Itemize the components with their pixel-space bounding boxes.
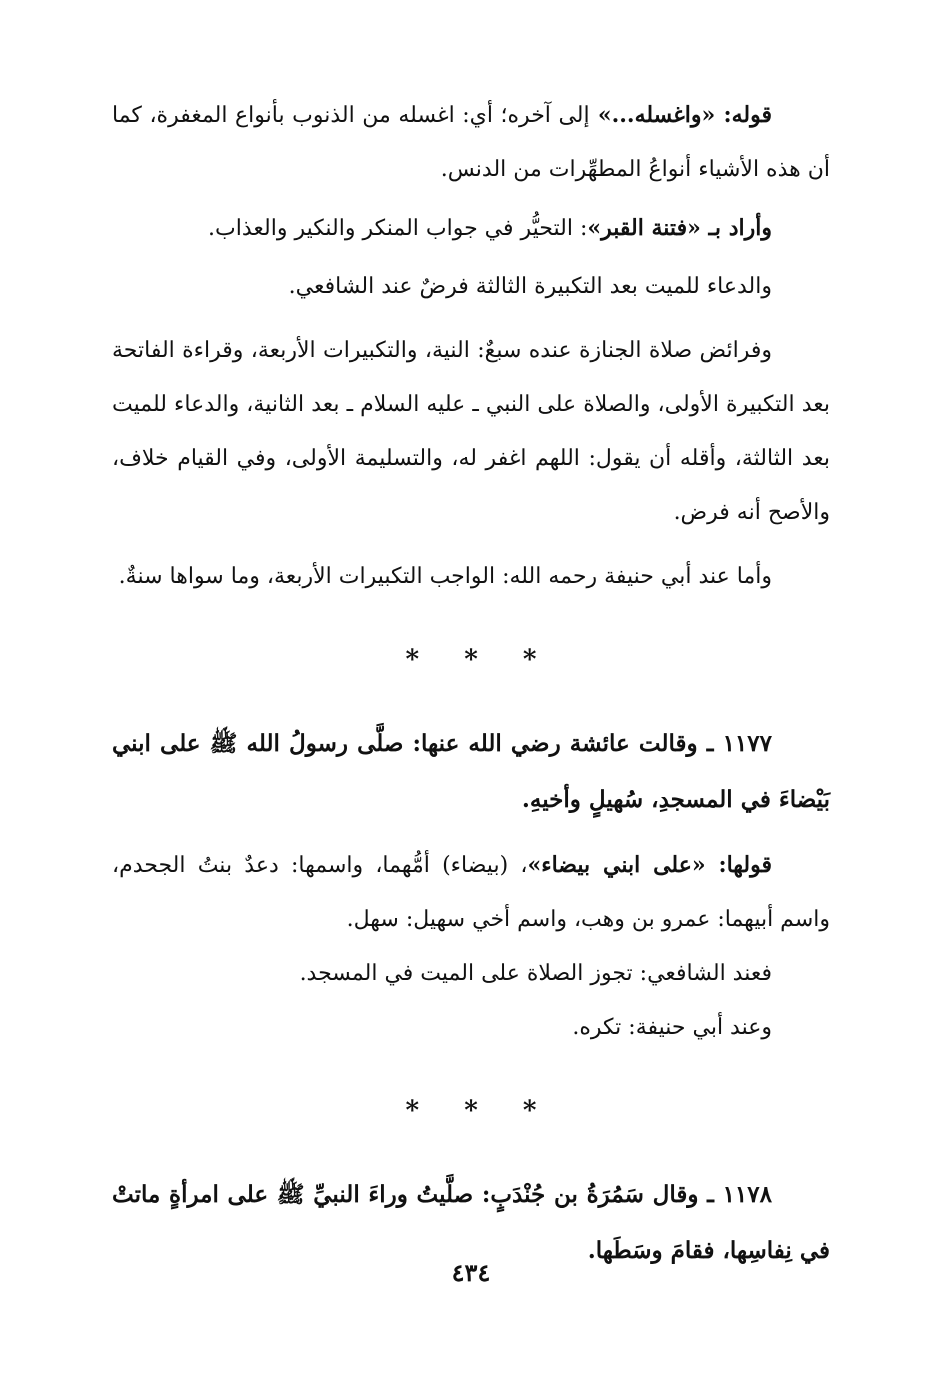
page-number: ٤٣٤: [451, 1258, 491, 1287]
document-page: [112, 88, 830, 1379]
commentary-text-1: إلى آخره؛ أي: اغسله من الذنوب بأنواع المغفرة، كما أن هذه الأشياء أنواعُ المطهِّرات من الدنس.: [112, 103, 830, 182]
commentary-paragraph-2: [112, 201, 830, 256]
commentary-lead-2: وأراد بـ «فتنة القبر»: [587, 215, 772, 241]
commentary-lead-6: قولها: «على ابني بيضاء»: [527, 852, 773, 878]
commentary-paragraph-4: وفرائض صلاة الجنازة عنده سبعٌ: النية، والتكبيرات الأربعة، وقراءة الفاتحة بعد التكبيرة الأولى، والصلاة على النبي ـ عليه السلام ـ بعد الثانية، والدعاء للميت بعد الثالثة، وأقله أن يقول: اللهم اغفر له، والتسليمة الأولى، وفي القيام خلاف، والأصح أنه فرض.: [112, 338, 830, 525]
section-divider-1: * * *: [405, 645, 555, 675]
hadith-1177: ١١٧٧ ـ وقالت عائشة رضي الله عنها: صلَّى رسولُ الله ﷺ على ابني بَيْضاءَ في المسجدِ، سُهيلٍ وأخيهِ.: [112, 730, 830, 813]
section-divider-2: * * *: [405, 1096, 555, 1126]
commentary-paragraph-1: [112, 88, 830, 197]
commentary-paragraph-8: وعند أبي حنيفة: تكره.: [572, 1015, 772, 1040]
commentary-paragraph-7: فعند الشافعي: تجوز الصلاة على الميت في المسجد.: [299, 961, 772, 986]
commentary-text-2: : التحيُّر في جواب المنكر والنكير والعذاب.: [208, 216, 588, 241]
commentary-lead-1: قوله: «واغسله...»: [589, 102, 772, 128]
commentary-text-6: ، (بيضاء) أمُّهما، واسمها: دعدٌ بنتُ الجحدم، واسم أبيهما: عمرو بن وهب، واسم أخي سهيل: سهل.: [112, 853, 830, 932]
commentary-paragraph-3: والدعاء للميت بعد التكبيرة الثالثة فرضٌ عند الشافعي.: [288, 274, 772, 299]
commentary-paragraph-6: [112, 838, 830, 947]
commentary-paragraph-5: وأما عند أبي حنيفة رحمه الله: الواجب التكبيرات الأربعة، وما سواها سنةٌ.: [118, 564, 772, 589]
hadith-1178: ١١٧٨ ـ وقال سَمُرَةُ بن جُنْدَبٍ: صلَّيتُ وراءَ النبيِّ ﷺ على امرأةٍ ماتتْ في نِفاسِها، فقامَ وسَطَها.: [112, 1181, 830, 1264]
